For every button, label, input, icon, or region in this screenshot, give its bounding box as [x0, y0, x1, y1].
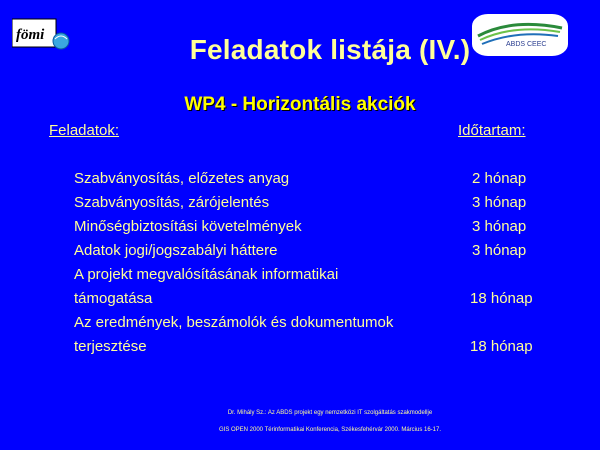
fomi-logo-text: fömi — [16, 27, 45, 43]
task-duration: 18 hónap — [470, 338, 533, 355]
duration-column-header: Időtartam: — [458, 122, 526, 139]
task-label: Szabványosítás, zárójelentés — [74, 194, 270, 211]
task-label: Adatok jogi/jogszabályi háttere — [74, 242, 278, 259]
task-label: Minőségbiztosítási követelmények — [74, 218, 302, 235]
task-row — [0, 194, 600, 218]
task-row — [0, 314, 600, 338]
slide-subtitle: WP4 - Horizontális akciók — [184, 94, 416, 115]
task-row — [0, 266, 600, 290]
task-row — [0, 170, 600, 194]
task-label: Az eredmények, beszámolók és dokumentumok — [74, 314, 394, 331]
task-row — [0, 290, 600, 314]
task-label: Szabványosítás, előzetes anyag — [74, 170, 290, 187]
footer-author-line: Dr. Mihály Sz.: Az ABDS projekt egy nemzetközi IT szolgáltatás szakmodellje — [227, 410, 433, 416]
tasks-column-header: Feladatok: — [49, 122, 120, 139]
abds-logo-caption: ABDS CEEC — [506, 41, 547, 48]
task-row — [0, 242, 600, 266]
task-duration: 3 hónap — [472, 194, 527, 211]
task-label: támogatása — [74, 290, 153, 307]
task-list — [0, 170, 600, 362]
task-row — [0, 218, 600, 242]
task-label: terjesztése — [74, 338, 147, 355]
task-duration: 18 hónap — [470, 290, 533, 307]
task-duration: 2 hónap — [472, 170, 527, 187]
task-duration: 3 hónap — [472, 242, 527, 259]
task-duration: 3 hónap — [472, 218, 527, 235]
footer-conference-line: GIS OPEN 2000 Térinformatikai Konferencia, Székesfehérvár 2000. Március 16-17. — [219, 427, 441, 433]
task-label: A projekt megvalósításának informatikai — [74, 266, 339, 283]
task-row — [0, 338, 600, 362]
slide-title: Feladatok listája (IV.) — [189, 34, 471, 65]
